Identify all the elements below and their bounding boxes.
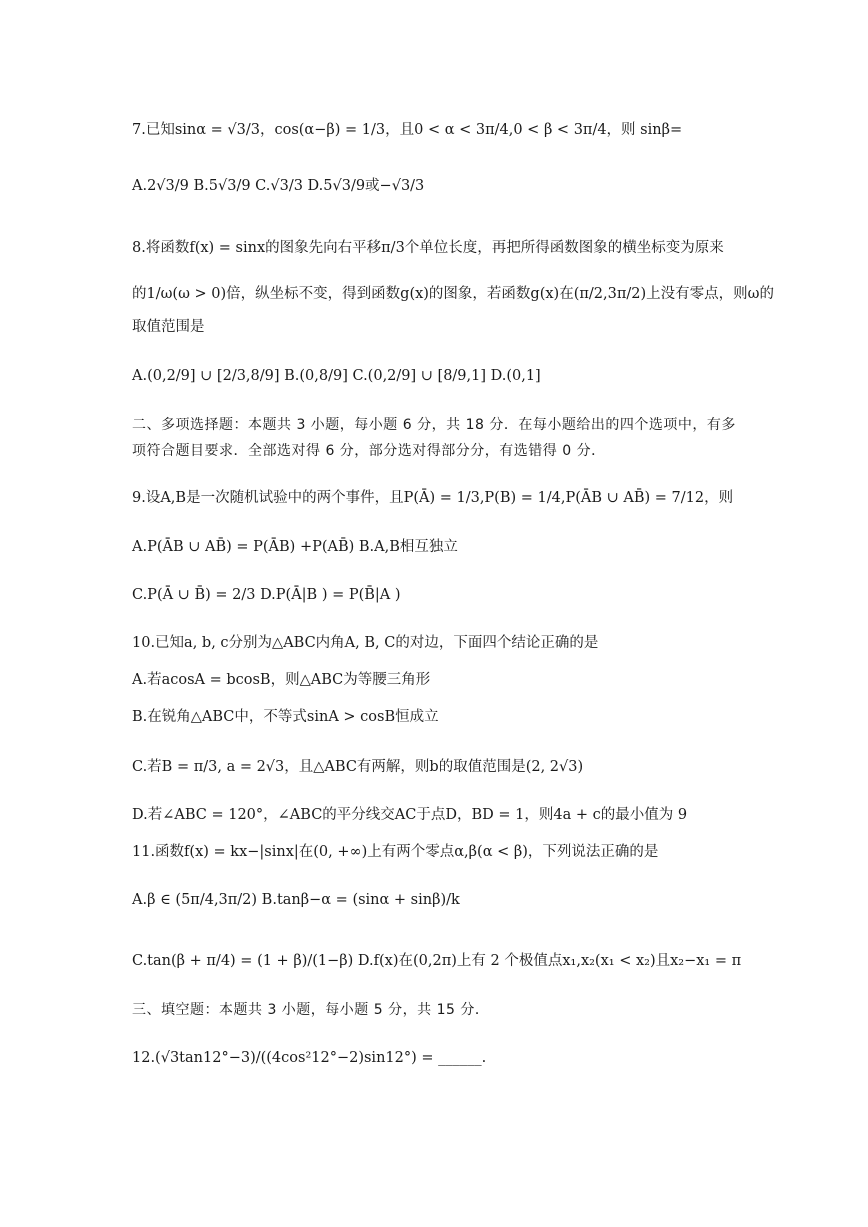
problem-10-option-b: B.在锐角△ABC中，不等式sinA > cosB恒成立 [132,709,439,725]
problem-8-stem-line2: 的1/ω(ω > 0)倍，纵坐标不变，得到函数g(x)的图象，若函数g(x)在(π/2,3π/2)上没有零点，则ω的 [132,286,774,302]
section-fill-blank-heading: 三、填空题：本题共 3 小题，每小题 5 分，共 15 分． [132,1002,490,1018]
problem-8-stem-line1: 8.将函数f(x) = sinx的图象先向右平移π/3个单位长度，再把所得函数图象的横坐标变为原来 [132,240,724,256]
problem-10-stem: 10.已知a, b, c分别为△ABC内角A, B, C的对边，下面四个结论正确的是 [132,635,599,651]
problem-10-option-a: A.若acosA = bcosB，则△ABC为等腰三角形 [132,672,431,688]
problem-7-stem: 7.已知sinα = √3/3，cos(α−β) = 1/3，且0 < α < 3π/4,0 < β < 3π/4，则 sinβ= [132,122,683,138]
section-multi-choice-heading: 二、多项选择题：本题共 3 小题，每小题 6 分，共 18 分．在每小题给出的四个选项中，有多项符合题目要求．全部选对得 6 分，部分选对得部分分，有选错得 0 分． [132,417,736,459]
problem-11-options-ab: A.β ∈ (5π/4,3π/2) B.tanβ−α = (sinα + sinβ)/k [132,892,460,908]
problem-11-stem: 11.函数f(x) = kx−|sinx|在(0, +∞)上有两个零点α,β(α < β)，下列说法正确的是 [132,844,659,860]
problem-10-option-c: C.若B = π/3, a = 2√3，且△ABC有两解，则b的取值范围是(2, 2√3) [132,759,584,775]
problem-12-stem: 12.(√3tan12°−3)/((4cos²12°−2)sin12°) = ______. [132,1050,487,1066]
problem-9-options-ab: A.P(ĀB ∪ AB̄) = P(ĀB) +P(AB̄) B.A,B相互独立 [132,539,458,555]
problem-8-stem-line3: 取值范围是 [132,319,205,335]
problem-8-options: A.(0,2/9] ∪ [2/3,8/9] B.(0,8/9] C.(0,2/9] ∪ [8/9,1] D.(0,1] [132,368,541,384]
problem-10-option-d: D.若∠ABC = 120°，∠ABC的平分线交AC于点D，BD = 1，则4a + c的最小值为 9 [132,807,688,823]
problem-7-options: A.2√3/9 B.5√3/9 C.√3/3 D.5√3/9或−√3/3 [132,178,425,194]
problem-11-options-cd: C.tan(β + π/4) = (1 + β)/(1−β) D.f(x)在(0,2π)上有 2 个极值点x₁,x₂(x₁ < x₂)且x₂−x₁ = π [132,953,742,969]
problem-9-stem: 9.设A,B是一次随机试验中的两个事件，且P(Ā) = 1/3,P(B) = 1/4,P(ĀB ∪ AB̄) = 7/12，则 [132,490,734,506]
problem-9-options-cd: C.P(Ā ∪ B̄) = 2/3 D.P(Ā|B ) = P(B̄|A ) [132,587,401,603]
